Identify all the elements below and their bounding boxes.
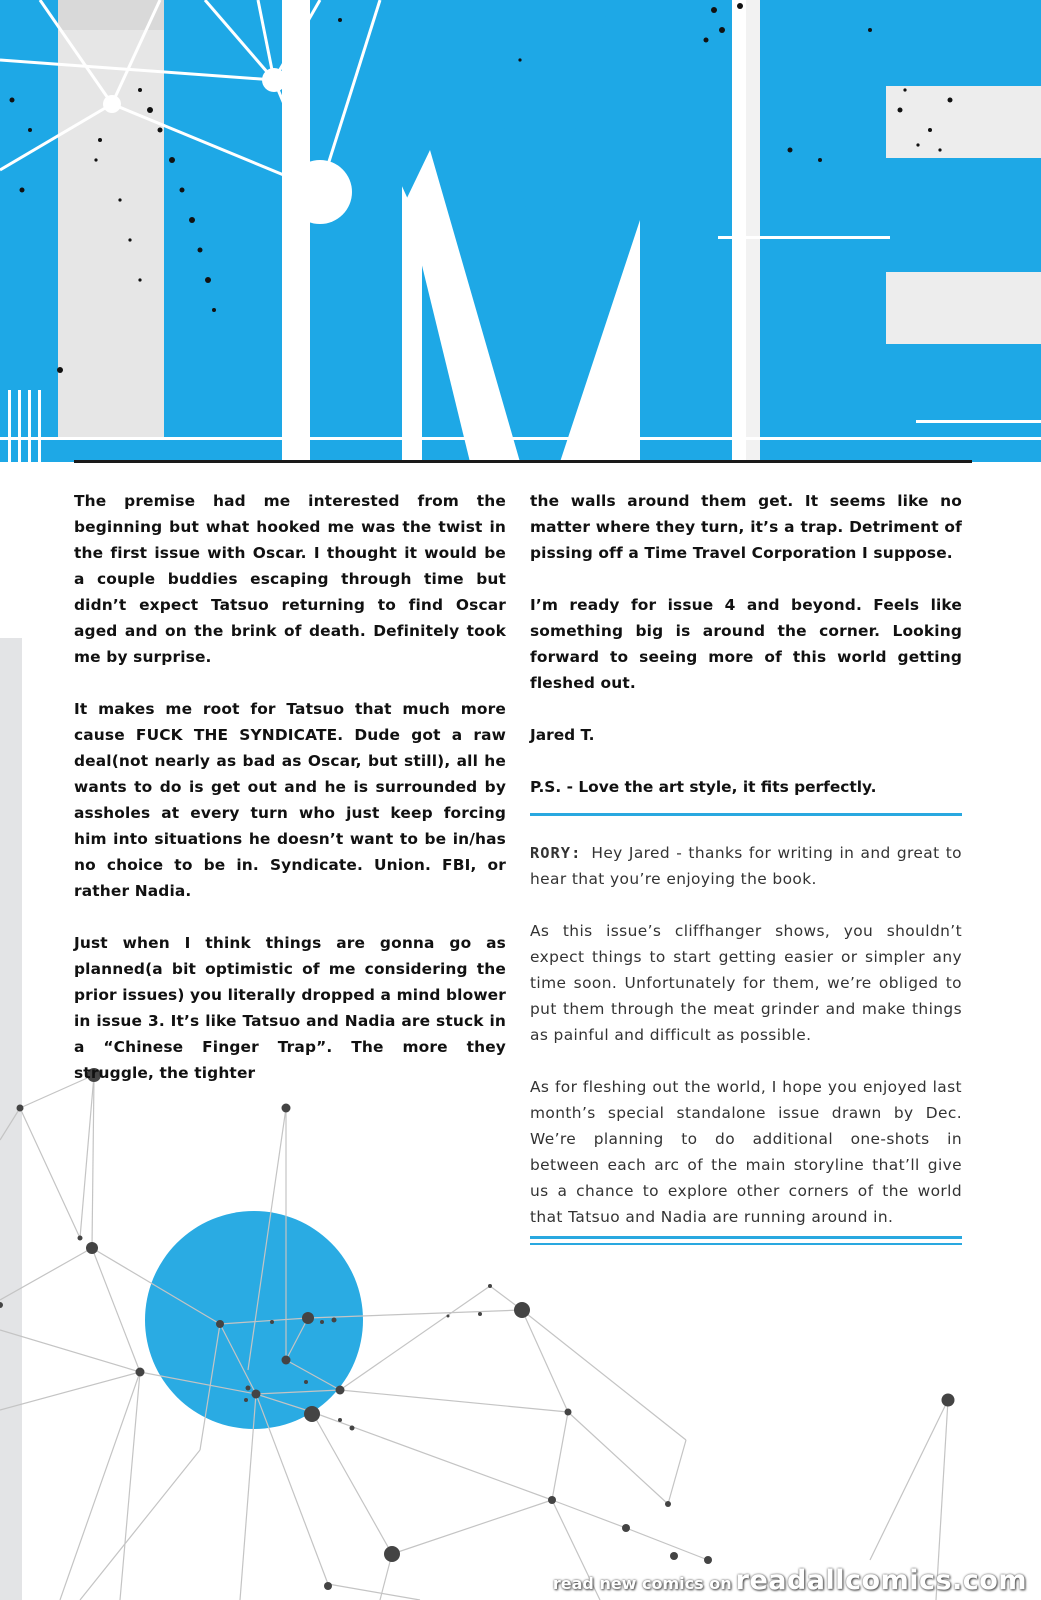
letter-signature: Jared T. xyxy=(530,726,595,744)
letter-paragraph: Just when I think things are gonna go as planned(a bit optimistic of me considering the prior issues) you literally dropped a mind blower in issue 3. It’s like Tatsuo and Nadia are stuck in a “Chinese Finger Trap”. The more they struggle, the tighter xyxy=(74,934,507,1082)
header-divider xyxy=(74,460,972,463)
reply-end-divider xyxy=(530,1236,962,1246)
reply-paragraph: As for fleshing out the world, I hope you enjoyed last month’s special standalone issue drawn by Dec. We’re planning to do additional one-shots in between each arc of the main storyline that’ll give us a chance to explore other corners of the world that Tatsuo and Nadia are running around in. xyxy=(530,1078,962,1226)
letter-column-right xyxy=(530,488,962,1246)
header-banner xyxy=(0,0,1041,462)
site-watermark xyxy=(553,1565,1027,1596)
reply-paragraph: As this issue’s cliffhanger shows, you shouldn’t expect things to start getting easier or simpler any time soon. Unfortunately for them, we’re obliged to put them through the meat grinder and make things as painful and difficult as possible. xyxy=(530,922,962,1044)
letter-paragraph: the walls around them get. It seems like no matter where they turn, it’s a trap. Detriment of pissing off a Time Travel Corporation I suppose. xyxy=(530,492,962,562)
reply-paragraph xyxy=(530,840,962,892)
letter-paragraph: The premise had me interested from the beginning but what hooked me was the twist in the first issue with Oscar. I thought it would be a couple buddies escaping through time but didn’t expect Tatsuo returning to find Oscar aged and on the brink of death. Definitely took me by surprise. xyxy=(74,492,506,666)
reply-speaker: RORY: xyxy=(530,844,582,862)
letter-column-left xyxy=(74,488,506,1112)
reply-text: Hey Jared - thanks for writing in and great to hear that you’re enjoying the book. xyxy=(530,844,962,888)
reply-divider xyxy=(530,813,962,816)
watermark-site: readallcomics.com xyxy=(735,1565,1027,1596)
watermark-tagline: read new comics on xyxy=(552,1574,732,1593)
letter-postscript: P.S. - Love the art style, it fits perfectly. xyxy=(530,778,877,796)
time-title-artwork xyxy=(0,0,1041,462)
letter-paragraph: It makes me root for Tatsuo that much more cause FUCK THE SYNDICATE. Dude got a raw deal(not nearly as bad as Oscar, but still), all he wants to do is get out and he is surrounded by assholes at every turn who just keep forcing him into situations he doesn’t want to be in/has no choice to be in. Syndicate. Union. FBI, or rather Nadia. xyxy=(74,700,506,900)
letter-paragraph: I’m ready for issue 4 and beyond. Feels like something big is around the corner. Looking forward to seeing more of this world getting fleshed out. xyxy=(530,596,962,692)
